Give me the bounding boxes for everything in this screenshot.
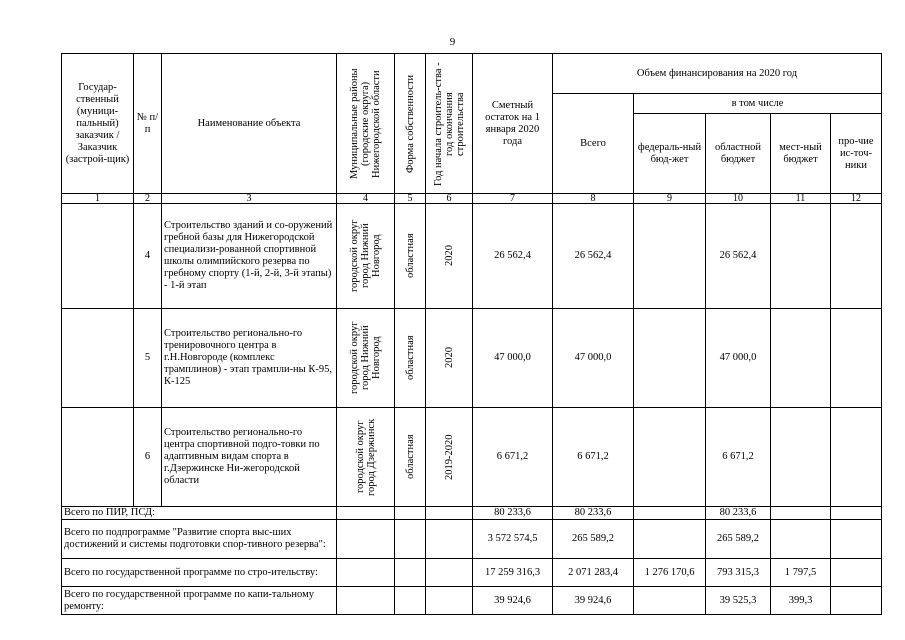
column-index-row — [62, 194, 882, 204]
col-index: 8 — [553, 194, 634, 204]
regional-value: 80 233,6 — [706, 507, 771, 520]
district-cell — [337, 408, 395, 507]
ownership-cell — [395, 204, 426, 309]
other-value — [831, 408, 882, 507]
header-district-text: Муниципальные районы (городские округа) Нижегородской области — [349, 68, 382, 179]
federal-value — [634, 204, 706, 309]
federal-value — [634, 507, 706, 520]
table-row — [62, 204, 882, 309]
regional-value: 47 000,0 — [706, 309, 771, 408]
estimate-value: 80 233,6 — [473, 507, 553, 520]
row-number: 6 — [134, 408, 162, 507]
col-index: 7 — [473, 194, 553, 204]
row-number: 5 — [134, 309, 162, 408]
regional-value: 793 315,3 — [706, 559, 771, 587]
district-cell — [337, 204, 395, 309]
other-value — [831, 587, 882, 615]
header-customer: Государ-ственный (муници-пальный) заказчик / Заказчик (застрой-щик) — [62, 54, 134, 194]
district-cell — [337, 309, 395, 408]
col-index: 6 — [426, 194, 473, 204]
page-number: 9 — [449, 36, 456, 48]
ownership-text: областная — [404, 335, 416, 381]
header-years — [426, 54, 473, 194]
years-text: 2019-2020 — [443, 434, 455, 480]
total-label: Всего по подпрограмме "Развитие спорта выс-ших достижений и системы подготовки спор-тивного резерва": — [62, 520, 337, 559]
header-number: № п/п — [134, 54, 162, 194]
district-text: городской округ город Нижний Новгород — [349, 219, 382, 293]
col-index: 2 — [134, 194, 162, 204]
federal-value — [634, 587, 706, 615]
other-value — [831, 507, 882, 520]
local-value — [771, 309, 831, 408]
header-other: про-чие ис-точ-ники — [831, 114, 882, 194]
estimate-value: 6 671,2 — [473, 408, 553, 507]
object-name: Строительство регионально-го центра спортивной подго-товки по адаптивным видам спорта в г.Дзержинске Ни-жегородской области — [162, 408, 337, 507]
federal-value — [634, 520, 706, 559]
object-name: Строительство регионально-го тренировочного центра в г.Н.Новгороде (комплекс трамплинов) - этап трампли-ны К-95, К-125 — [162, 309, 337, 408]
total-value: 265 589,2 — [553, 520, 634, 559]
total-label: Всего по ПИР, ПСД: — [62, 507, 337, 520]
total-row — [62, 507, 882, 520]
total-label: Всего по государственной программе по капи-тальному ремонту: — [62, 587, 337, 615]
total-row — [62, 559, 882, 587]
ownership-cell — [395, 309, 426, 408]
district-text: городской округ город Дзержинск — [354, 418, 377, 496]
col-index: 1 — [62, 194, 134, 204]
customer-cell — [62, 309, 134, 408]
ownership-text: областная — [404, 434, 416, 480]
federal-value: 1 276 170,6 — [634, 559, 706, 587]
total-value: 2 071 283,4 — [553, 559, 634, 587]
col-index: 3 — [162, 194, 337, 204]
estimate-value: 3 572 574,5 — [473, 520, 553, 559]
years-cell — [426, 408, 473, 507]
total-value: 6 671,2 — [553, 408, 634, 507]
local-value — [771, 507, 831, 520]
years-text: 2020 — [443, 347, 455, 369]
col-index: 9 — [634, 194, 706, 204]
header-local: мест-ный бюджет — [771, 114, 831, 194]
header-district — [337, 54, 395, 194]
header-funding: Объем финансирования на 2020 год — [553, 54, 882, 94]
customer-cell — [62, 204, 134, 309]
customer-cell — [62, 408, 134, 507]
total-value: 47 000,0 — [553, 309, 634, 408]
header-object-name: Наименование объекта — [162, 54, 337, 194]
regional-value: 265 589,2 — [706, 520, 771, 559]
local-value — [771, 520, 831, 559]
header-estimate: Сметный остаток на 1 января 2020 года — [473, 54, 553, 194]
years-cell — [426, 204, 473, 309]
other-value — [831, 204, 882, 309]
header-ownership — [395, 54, 426, 194]
header-federal: федераль-ный бюд-жет — [634, 114, 706, 194]
federal-value — [634, 408, 706, 507]
local-value — [771, 408, 831, 507]
header-years-text: Год начала строитель-ства - год окончания строительства — [432, 61, 466, 186]
local-value: 1 797,5 — [771, 559, 831, 587]
header-total: Всего — [553, 94, 634, 194]
col-index: 4 — [337, 194, 395, 204]
estimate-value: 26 562,4 — [473, 204, 553, 309]
local-value: 399,3 — [771, 587, 831, 615]
header-regional: областной бюджет — [706, 114, 771, 194]
total-value: 39 924,6 — [553, 587, 634, 615]
col-index: 12 — [831, 194, 882, 204]
ownership-text: областная — [404, 233, 416, 279]
col-index: 10 — [706, 194, 771, 204]
col-index: 11 — [771, 194, 831, 204]
financing-table — [61, 53, 882, 615]
ownership-cell — [395, 408, 426, 507]
estimate-value: 39 924,6 — [473, 587, 553, 615]
header-ownership-text: Форма собственности — [404, 74, 416, 173]
total-row — [62, 587, 882, 615]
regional-value: 39 525,3 — [706, 587, 771, 615]
other-value — [831, 559, 882, 587]
other-value — [831, 309, 882, 408]
years-text: 2020 — [443, 245, 455, 267]
estimate-value: 47 000,0 — [473, 309, 553, 408]
estimate-value: 17 259 316,3 — [473, 559, 553, 587]
object-name: Строительство зданий и со-оружений гребной базы для Нижегородской специализи-рованной спортивной школы олимпийского резерва по гребному спорту (1-й, 2-й, 3-й этапы) - 1-й этап — [162, 204, 337, 309]
local-value — [771, 204, 831, 309]
total-value: 26 562,4 — [553, 204, 634, 309]
table-row — [62, 408, 882, 507]
header-including: в том числе — [634, 94, 882, 114]
total-value: 80 233,6 — [553, 507, 634, 520]
district-text: городской округ город Нижний Новгород — [349, 321, 382, 395]
regional-value: 26 562,4 — [706, 204, 771, 309]
total-label: Всего по государственной программе по стро-ительству: — [62, 559, 337, 587]
table-row — [62, 309, 882, 408]
row-number: 4 — [134, 204, 162, 309]
federal-value — [634, 309, 706, 408]
other-value — [831, 520, 882, 559]
regional-value: 6 671,2 — [706, 408, 771, 507]
total-row — [62, 520, 882, 559]
years-cell — [426, 309, 473, 408]
col-index: 5 — [395, 194, 426, 204]
